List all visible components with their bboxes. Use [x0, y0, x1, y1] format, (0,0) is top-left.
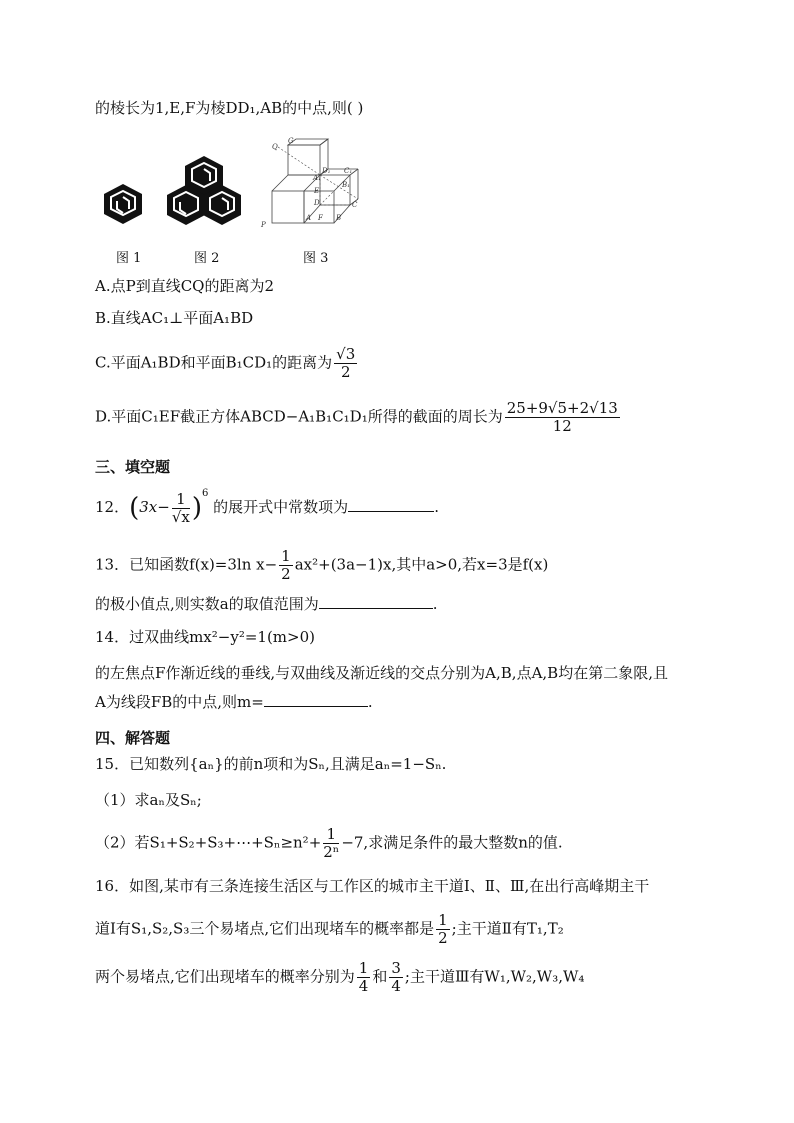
- q13-fraction: $\frac{1}{2}$: [281, 547, 291, 583]
- option-c: [95, 346, 359, 381]
- q15-line1: 15．已知数列{aₙ}的前n项和为Sₙ,且满足aₙ=1−Sₙ.: [95, 755, 447, 773]
- caption-fig3: 图 3: [303, 251, 329, 266]
- label-p: P: [261, 221, 266, 229]
- label-g: G: [288, 137, 294, 145]
- q12-answer-blank[interactable]: [348, 497, 434, 512]
- caption-fig1: 图 1: [116, 251, 142, 266]
- section-3-heading: 三、填空题: [95, 458, 171, 476]
- q15-fraction: $\frac{1}{\text{2ⁿ}}$: [323, 825, 340, 861]
- label-b1: B₁: [342, 181, 350, 189]
- q15-part1: （1）求aₙ及Sₙ;: [95, 791, 202, 809]
- label-c1: C₁: [344, 167, 353, 175]
- q16-line2: 道Ⅰ有S₁,S₂,S₃三个易堵点,它们出现堵车的概率都是 $\frac{1}{2}$ ;主干道Ⅱ有T₁,T₂: [95, 911, 564, 947]
- option-b: B.直线AC₁⊥平面A₁BD: [95, 309, 254, 327]
- q13-line1: 13．已知函数f(x)=3ln x− $\frac{1}{2}$ ax²+(3a−1)x,其中a>0,若x=3是f(x): [95, 547, 549, 583]
- caption-fig2: 图 2: [194, 251, 220, 266]
- q16-fraction-1: $\frac{1}{2}$: [438, 911, 448, 947]
- label-b: B: [336, 214, 342, 222]
- option-a: A.点P到直线CQ的距离为2: [95, 277, 275, 295]
- intro-line: 的棱长为1,E,F为棱DD₁,AB的中点,则( ): [95, 99, 364, 117]
- q13-line2: 的极小值点,则实数a的取值范围为 .: [95, 595, 438, 613]
- label-d: D: [314, 199, 320, 207]
- q12-fraction: $\frac{1}{√x}$: [171, 489, 190, 526]
- label-d1: D₁: [322, 167, 331, 175]
- q12: 12．(3x− $\frac{1}{√x}$ )$^6$ 的展开式中常数项为 .: [95, 488, 439, 526]
- label-a: A: [306, 214, 312, 222]
- q14-line3: A为线段FB的中点,则m= .: [95, 693, 373, 711]
- q16-fraction-3: $\frac{3}{4}$: [391, 959, 401, 995]
- q16-line3: 两个易堵点,它们出现堵车的概率分别为 $\frac{1}{4}$ 和 $\frac{3}{4}$ ;主干道Ⅲ有W₁,W₂,W₃,W₄: [95, 959, 585, 995]
- option-d: [95, 400, 622, 435]
- label-f: F: [318, 214, 323, 222]
- q14-answer-blank[interactable]: [264, 692, 368, 707]
- figure-1-cube-icon: [103, 183, 143, 225]
- option-d-fraction: $\frac{25+9√5+2√13}{12}$: [506, 399, 618, 435]
- figure-2-cubes-icon: [166, 155, 242, 227]
- q13-answer-blank[interactable]: [319, 594, 433, 609]
- option-c-text: C.平面A₁BD和平面B₁CD₁的距离为: [95, 353, 333, 372]
- q15-part2: （2）若S₁+S₂+S₃+⋯+Sₙ≥n²+ $\frac{1}{\text{2ⁿ}}$ −7,求满足条件的最大整数n的值.: [95, 825, 563, 861]
- label-q: Q: [272, 143, 278, 151]
- section-4-heading: 四、解答题: [95, 729, 171, 747]
- label-a1: A₁: [313, 174, 321, 182]
- label-c: C: [352, 201, 358, 209]
- q14-line1: 14．过双曲线mx²−y²=1(m>0): [95, 628, 315, 646]
- q16-fraction-2: $\frac{1}{4}$: [358, 959, 369, 995]
- q16-line1: 16．如图,某市有三条连接生活区与工作区的城市主干道Ⅰ、Ⅱ、Ⅲ,在出行高峰期主干: [95, 877, 650, 895]
- label-e: E: [314, 187, 320, 195]
- option-d-text: D.平面C₁EF截正方体ABCD−A₁B₁C₁D₁所得的截面的周长为: [95, 407, 503, 426]
- q14-line2: 的左焦点F作渐近线的垂线,与双曲线及渐近线的交点分别为A,B,点A,B均在第二象限,且: [95, 664, 668, 682]
- option-c-fraction: $\frac{√3}{2}$: [336, 345, 356, 381]
- figure-3-cube-diagram: [258, 135, 368, 230]
